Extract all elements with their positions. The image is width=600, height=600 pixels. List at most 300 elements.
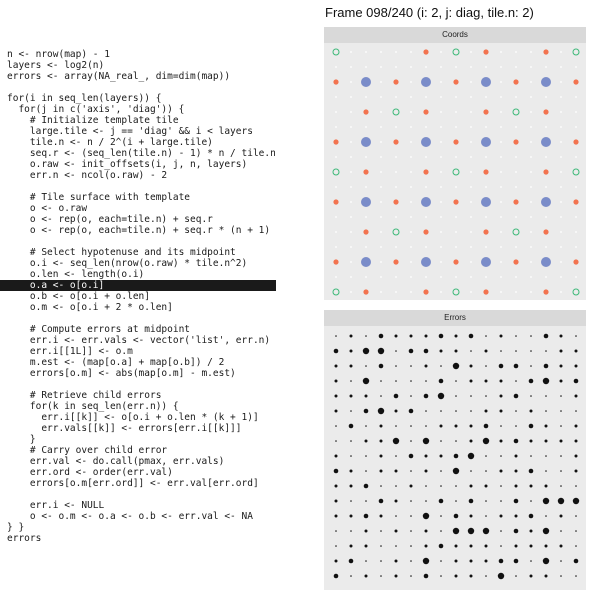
- grid-dot: [560, 291, 562, 293]
- error-dot: [514, 394, 519, 399]
- grid-dot: [515, 216, 517, 218]
- grid-dot: [440, 246, 442, 248]
- grid-dot: [440, 96, 442, 98]
- grid-dot: [530, 171, 532, 173]
- error-dot: [560, 440, 563, 443]
- grid-dot: [395, 246, 397, 248]
- error-dot: [469, 334, 474, 339]
- code-line: errors[o.m] <- abs(map[o.m] - m.est): [7, 368, 236, 379]
- grid-dot: [530, 66, 532, 68]
- orange-point: [483, 49, 488, 54]
- error-dot: [440, 365, 442, 367]
- error-dot: [485, 395, 487, 397]
- grid-dot: [350, 201, 352, 203]
- error-dot: [350, 545, 353, 548]
- error-dot: [365, 365, 367, 367]
- error-dot: [425, 380, 427, 382]
- error-dot: [483, 528, 489, 534]
- orange-point: [483, 109, 488, 114]
- grid-dot: [455, 231, 457, 233]
- grid-dot: [395, 276, 397, 278]
- error-dot: [440, 455, 443, 458]
- code-line: err.val <- do.call(pmax, err.vals): [7, 456, 225, 467]
- error-dot: [515, 410, 517, 412]
- error-dot: [560, 545, 563, 548]
- code-line: err.i <- NULL: [7, 500, 105, 511]
- code-line: # Retrieve child errors: [7, 390, 162, 401]
- error-dot: [543, 378, 549, 384]
- error-dot: [500, 380, 503, 383]
- error-dot: [455, 425, 458, 428]
- grid-dot: [485, 126, 487, 128]
- grid-dot: [350, 126, 352, 128]
- error-dot: [380, 470, 383, 473]
- grid-dot: [530, 291, 532, 293]
- grid-dot: [440, 231, 442, 233]
- grid-dot: [410, 201, 412, 203]
- grid-dot: [410, 261, 412, 263]
- grid-dot: [485, 186, 487, 188]
- grid-dot: [470, 291, 472, 293]
- grid-dot: [530, 186, 532, 188]
- grid-dot: [410, 171, 412, 173]
- grid-dot: [455, 66, 457, 68]
- grid-dot: [500, 261, 502, 263]
- orange-point: [573, 199, 578, 204]
- error-dot: [543, 498, 549, 504]
- error-dot: [560, 485, 562, 487]
- error-dot: [380, 545, 382, 547]
- grid-dot: [485, 66, 487, 68]
- error-dot: [379, 334, 384, 339]
- grid-dot: [470, 171, 472, 173]
- grid-dot: [500, 126, 502, 128]
- error-dot: [410, 380, 412, 382]
- blue-point: [481, 137, 491, 147]
- grid-dot: [515, 171, 517, 173]
- error-dot: [575, 350, 578, 353]
- error-dot: [530, 500, 532, 502]
- error-dot: [350, 530, 352, 532]
- grid-dot: [335, 111, 337, 113]
- grid-dot: [350, 141, 352, 143]
- error-dot: [455, 380, 457, 382]
- code-line: err.vals[[k]] <- errors[err.i[[k]]]: [7, 423, 242, 434]
- error-dot: [424, 574, 429, 579]
- error-dot: [365, 545, 368, 548]
- error-dot: [468, 453, 474, 459]
- error-dot: [440, 350, 443, 353]
- code-line: errors: [7, 533, 42, 544]
- error-dot: [455, 410, 457, 412]
- grid-dot: [410, 51, 412, 53]
- grid-dot: [350, 246, 352, 248]
- error-dot: [545, 470, 547, 472]
- code-line-current: o.a <- o[o.i]: [0, 280, 276, 291]
- grid-dot: [500, 276, 502, 278]
- error-dot: [575, 470, 578, 473]
- error-dot: [440, 410, 442, 412]
- error-dot: [485, 545, 488, 548]
- code-line: for(k in seq_len(err.n)) {: [7, 401, 179, 412]
- error-dot: [335, 395, 338, 398]
- error-dot: [410, 500, 412, 502]
- grid-dot: [560, 216, 562, 218]
- orange-point: [573, 139, 578, 144]
- error-dot: [409, 454, 414, 459]
- grid-dot: [560, 276, 562, 278]
- orange-point: [333, 199, 338, 204]
- grid-dot: [560, 111, 562, 113]
- orange-point: [483, 289, 488, 294]
- grid-dot: [500, 186, 502, 188]
- grid-dot: [380, 141, 382, 143]
- grid-dot: [440, 171, 442, 173]
- error-dot: [350, 470, 353, 473]
- grid-dot: [380, 126, 382, 128]
- error-dot: [334, 349, 339, 354]
- error-dot: [335, 410, 338, 413]
- error-dot: [395, 350, 397, 352]
- grid-dot: [575, 246, 577, 248]
- grid-dot: [470, 186, 472, 188]
- orange-point: [333, 259, 338, 264]
- grid-dot: [455, 246, 457, 248]
- error-dot: [423, 558, 429, 564]
- grid-dot: [515, 51, 517, 53]
- grid-dot: [500, 51, 502, 53]
- code-line: # Carry over child error: [7, 445, 168, 456]
- blue-point: [361, 257, 371, 267]
- error-dot: [530, 530, 533, 533]
- error-dot: [395, 545, 397, 547]
- grid-dot: [560, 126, 562, 128]
- error-dot: [514, 529, 519, 534]
- grid-dot: [485, 156, 487, 158]
- error-dot: [545, 545, 548, 548]
- code-line: [7, 489, 276, 500]
- orange-point: [483, 229, 488, 234]
- errors-panel: [324, 310, 586, 590]
- grid-dot: [575, 96, 577, 98]
- error-dot: [424, 394, 429, 399]
- grid-dot: [440, 141, 442, 143]
- error-dot: [575, 410, 577, 412]
- code-line: err.ord <- order(err.val): [7, 467, 173, 478]
- error-dot: [560, 350, 563, 353]
- code-line: errors[o.m[err.ord]] <- err.val[err.ord]: [7, 478, 259, 489]
- error-dot: [575, 440, 578, 443]
- error-dot: [440, 425, 443, 428]
- orange-point: [453, 139, 458, 144]
- grid-dot: [545, 96, 547, 98]
- error-dot: [575, 425, 578, 428]
- error-dot: [350, 365, 353, 368]
- grid-dot: [500, 201, 502, 203]
- grid-dot: [440, 126, 442, 128]
- blue-point: [421, 137, 431, 147]
- orange-point: [333, 139, 338, 144]
- error-dot: [468, 528, 474, 534]
- error-dot: [545, 455, 547, 457]
- orange-point: [513, 259, 518, 264]
- grid-dot: [365, 156, 367, 158]
- grid-dot: [500, 96, 502, 98]
- error-dot: [530, 335, 532, 337]
- error-dot: [425, 500, 427, 502]
- grid-dot: [335, 156, 337, 158]
- grid-dot: [455, 216, 457, 218]
- error-dot: [395, 380, 397, 382]
- error-dot: [395, 560, 398, 563]
- grid-dot: [395, 156, 397, 158]
- error-dot: [350, 335, 353, 338]
- error-dot: [455, 545, 458, 548]
- error-dot: [485, 560, 488, 563]
- grid-dot: [485, 246, 487, 248]
- grid-dot: [425, 66, 427, 68]
- grid-dot: [335, 246, 337, 248]
- error-dot: [453, 363, 459, 369]
- blue-point: [541, 137, 551, 147]
- error-dot: [485, 515, 487, 517]
- error-dot: [500, 395, 503, 398]
- code-line: o.raw <- init_offsets(i, j, n, layers): [7, 159, 248, 170]
- error-dot: [545, 485, 548, 488]
- grid-dot: [380, 96, 382, 98]
- grid-dot: [335, 186, 337, 188]
- error-dot: [515, 335, 517, 337]
- error-dot: [440, 560, 442, 562]
- error-dot: [440, 485, 442, 487]
- grid-dot: [560, 156, 562, 158]
- error-dot: [470, 560, 473, 563]
- grid-dot: [440, 201, 442, 203]
- error-dot: [350, 455, 352, 457]
- grid-dot: [470, 66, 472, 68]
- error-dot: [455, 560, 458, 563]
- grid-dot: [380, 246, 382, 248]
- grid-dot: [335, 231, 337, 233]
- error-dot: [380, 455, 383, 458]
- grid-dot: [410, 126, 412, 128]
- error-dot: [365, 470, 367, 472]
- green-point: [333, 169, 339, 175]
- error-dot: [410, 425, 412, 427]
- error-dot: [410, 560, 412, 562]
- grid-dot: [530, 231, 532, 233]
- grid-dot: [530, 51, 532, 53]
- error-dot: [439, 379, 444, 384]
- error-dot: [455, 395, 457, 397]
- error-dot: [378, 348, 384, 354]
- orange-point: [393, 79, 398, 84]
- grid-dot: [470, 276, 472, 278]
- error-dot: [575, 545, 577, 547]
- orange-point: [423, 169, 428, 174]
- error-dot: [380, 395, 382, 397]
- error-dot: [483, 438, 489, 444]
- grid-dot: [440, 51, 442, 53]
- error-dot: [500, 410, 503, 413]
- error-dot: [380, 380, 382, 382]
- grid-dot: [545, 246, 547, 248]
- error-dot: [530, 350, 532, 352]
- code-line: large.tile <- j == 'diag' && i < layers: [7, 126, 253, 137]
- coords-panel-title: Coords: [324, 27, 586, 43]
- error-dot: [363, 378, 369, 384]
- error-dot: [530, 575, 533, 578]
- grid-dot: [515, 276, 517, 278]
- error-dot: [485, 380, 488, 383]
- error-dot: [335, 530, 337, 532]
- error-dot: [530, 545, 533, 548]
- grid-dot: [545, 186, 547, 188]
- error-dot: [334, 574, 339, 579]
- grid-dot: [335, 66, 337, 68]
- error-dot: [455, 440, 457, 442]
- error-dot: [349, 424, 354, 429]
- grid-dot: [485, 96, 487, 98]
- code-line: [7, 181, 276, 192]
- grid-dot: [410, 291, 412, 293]
- error-dot: [440, 575, 442, 577]
- grid-dot: [395, 66, 397, 68]
- error-dot: [543, 528, 549, 534]
- blue-point: [421, 257, 431, 267]
- grid-dot: [500, 171, 502, 173]
- grid-dot: [350, 111, 352, 113]
- orange-point: [423, 289, 428, 294]
- grid-dot: [515, 246, 517, 248]
- code-line: tile.n <- n / 2^(i + large.tile): [7, 137, 213, 148]
- error-dot: [470, 410, 472, 412]
- grid-dot: [425, 126, 427, 128]
- grid-dot: [515, 186, 517, 188]
- orange-point: [483, 169, 488, 174]
- grid-dot: [365, 66, 367, 68]
- error-dot: [500, 440, 503, 443]
- error-dot: [335, 545, 337, 547]
- grid-dot: [365, 96, 367, 98]
- error-dot: [485, 365, 487, 367]
- grid-dot: [380, 111, 382, 113]
- grid-dot: [455, 111, 457, 113]
- grid-dot: [440, 66, 442, 68]
- error-dot: [395, 335, 398, 338]
- grid-dot: [575, 231, 577, 233]
- error-dot: [335, 500, 338, 503]
- error-dot: [410, 335, 413, 338]
- green-point: [513, 109, 519, 115]
- error-dot: [560, 575, 562, 577]
- error-dot: [574, 559, 579, 564]
- orange-point: [573, 79, 578, 84]
- grid-dot: [545, 66, 547, 68]
- grid-dot: [350, 96, 352, 98]
- grid-dot: [350, 81, 352, 83]
- grid-dot: [500, 141, 502, 143]
- error-dot: [500, 455, 502, 457]
- code-line: # Select hypotenuse and its midpoint: [7, 247, 236, 258]
- error-dot: [515, 575, 517, 577]
- grid-dot: [380, 216, 382, 218]
- error-dot: [515, 350, 517, 352]
- grid-dot: [530, 81, 532, 83]
- error-dot: [529, 469, 534, 474]
- blue-point: [361, 197, 371, 207]
- grid-dot: [530, 111, 532, 113]
- grid-dot: [560, 66, 562, 68]
- error-dot: [350, 395, 353, 398]
- blue-point: [481, 197, 491, 207]
- error-dot: [394, 394, 399, 399]
- grid-dot: [575, 186, 577, 188]
- error-dot: [575, 515, 577, 517]
- grid-dot: [575, 111, 577, 113]
- error-dot: [380, 530, 382, 532]
- grid-dot: [575, 126, 577, 128]
- code-line: for(j in c('axis', 'diag')) {: [7, 104, 185, 115]
- orange-point: [393, 259, 398, 264]
- grid-dot: [500, 81, 502, 83]
- grid-dot: [365, 216, 367, 218]
- green-point: [333, 49, 339, 55]
- error-dot: [500, 470, 503, 473]
- error-dot: [530, 485, 533, 488]
- grid-dot: [530, 96, 532, 98]
- grid-dot: [560, 246, 562, 248]
- error-dot: [560, 380, 563, 383]
- grid-dot: [395, 51, 397, 53]
- grid-dot: [455, 126, 457, 128]
- error-dot: [363, 348, 369, 354]
- grid-dot: [470, 81, 472, 83]
- error-dot: [455, 500, 457, 502]
- orange-point: [453, 199, 458, 204]
- grid-dot: [530, 261, 532, 263]
- code-line: # Compute errors at midpoint: [7, 324, 191, 335]
- error-dot: [514, 559, 519, 564]
- grid-dot: [440, 156, 442, 158]
- grid-dot: [410, 246, 412, 248]
- error-dot: [424, 349, 429, 354]
- orange-point: [363, 109, 368, 114]
- blue-point: [541, 197, 551, 207]
- error-dot: [365, 440, 368, 443]
- error-dot: [470, 380, 473, 383]
- error-dot: [485, 455, 487, 457]
- green-point: [573, 169, 579, 175]
- green-point: [513, 229, 519, 235]
- error-dot: [530, 395, 532, 397]
- orange-point: [543, 229, 548, 234]
- error-dot: [470, 575, 473, 578]
- error-dot: [410, 515, 412, 517]
- error-dot: [410, 530, 412, 532]
- error-dot: [560, 335, 563, 338]
- code-line: [7, 236, 276, 247]
- grid-dot: [500, 216, 502, 218]
- orange-point: [513, 139, 518, 144]
- error-dot: [470, 545, 473, 548]
- grid-dot: [350, 231, 352, 233]
- error-dot: [425, 425, 427, 427]
- error-dot: [545, 425, 548, 428]
- error-dot: [410, 365, 412, 367]
- error-dot: [440, 440, 442, 442]
- grid-dot: [440, 261, 442, 263]
